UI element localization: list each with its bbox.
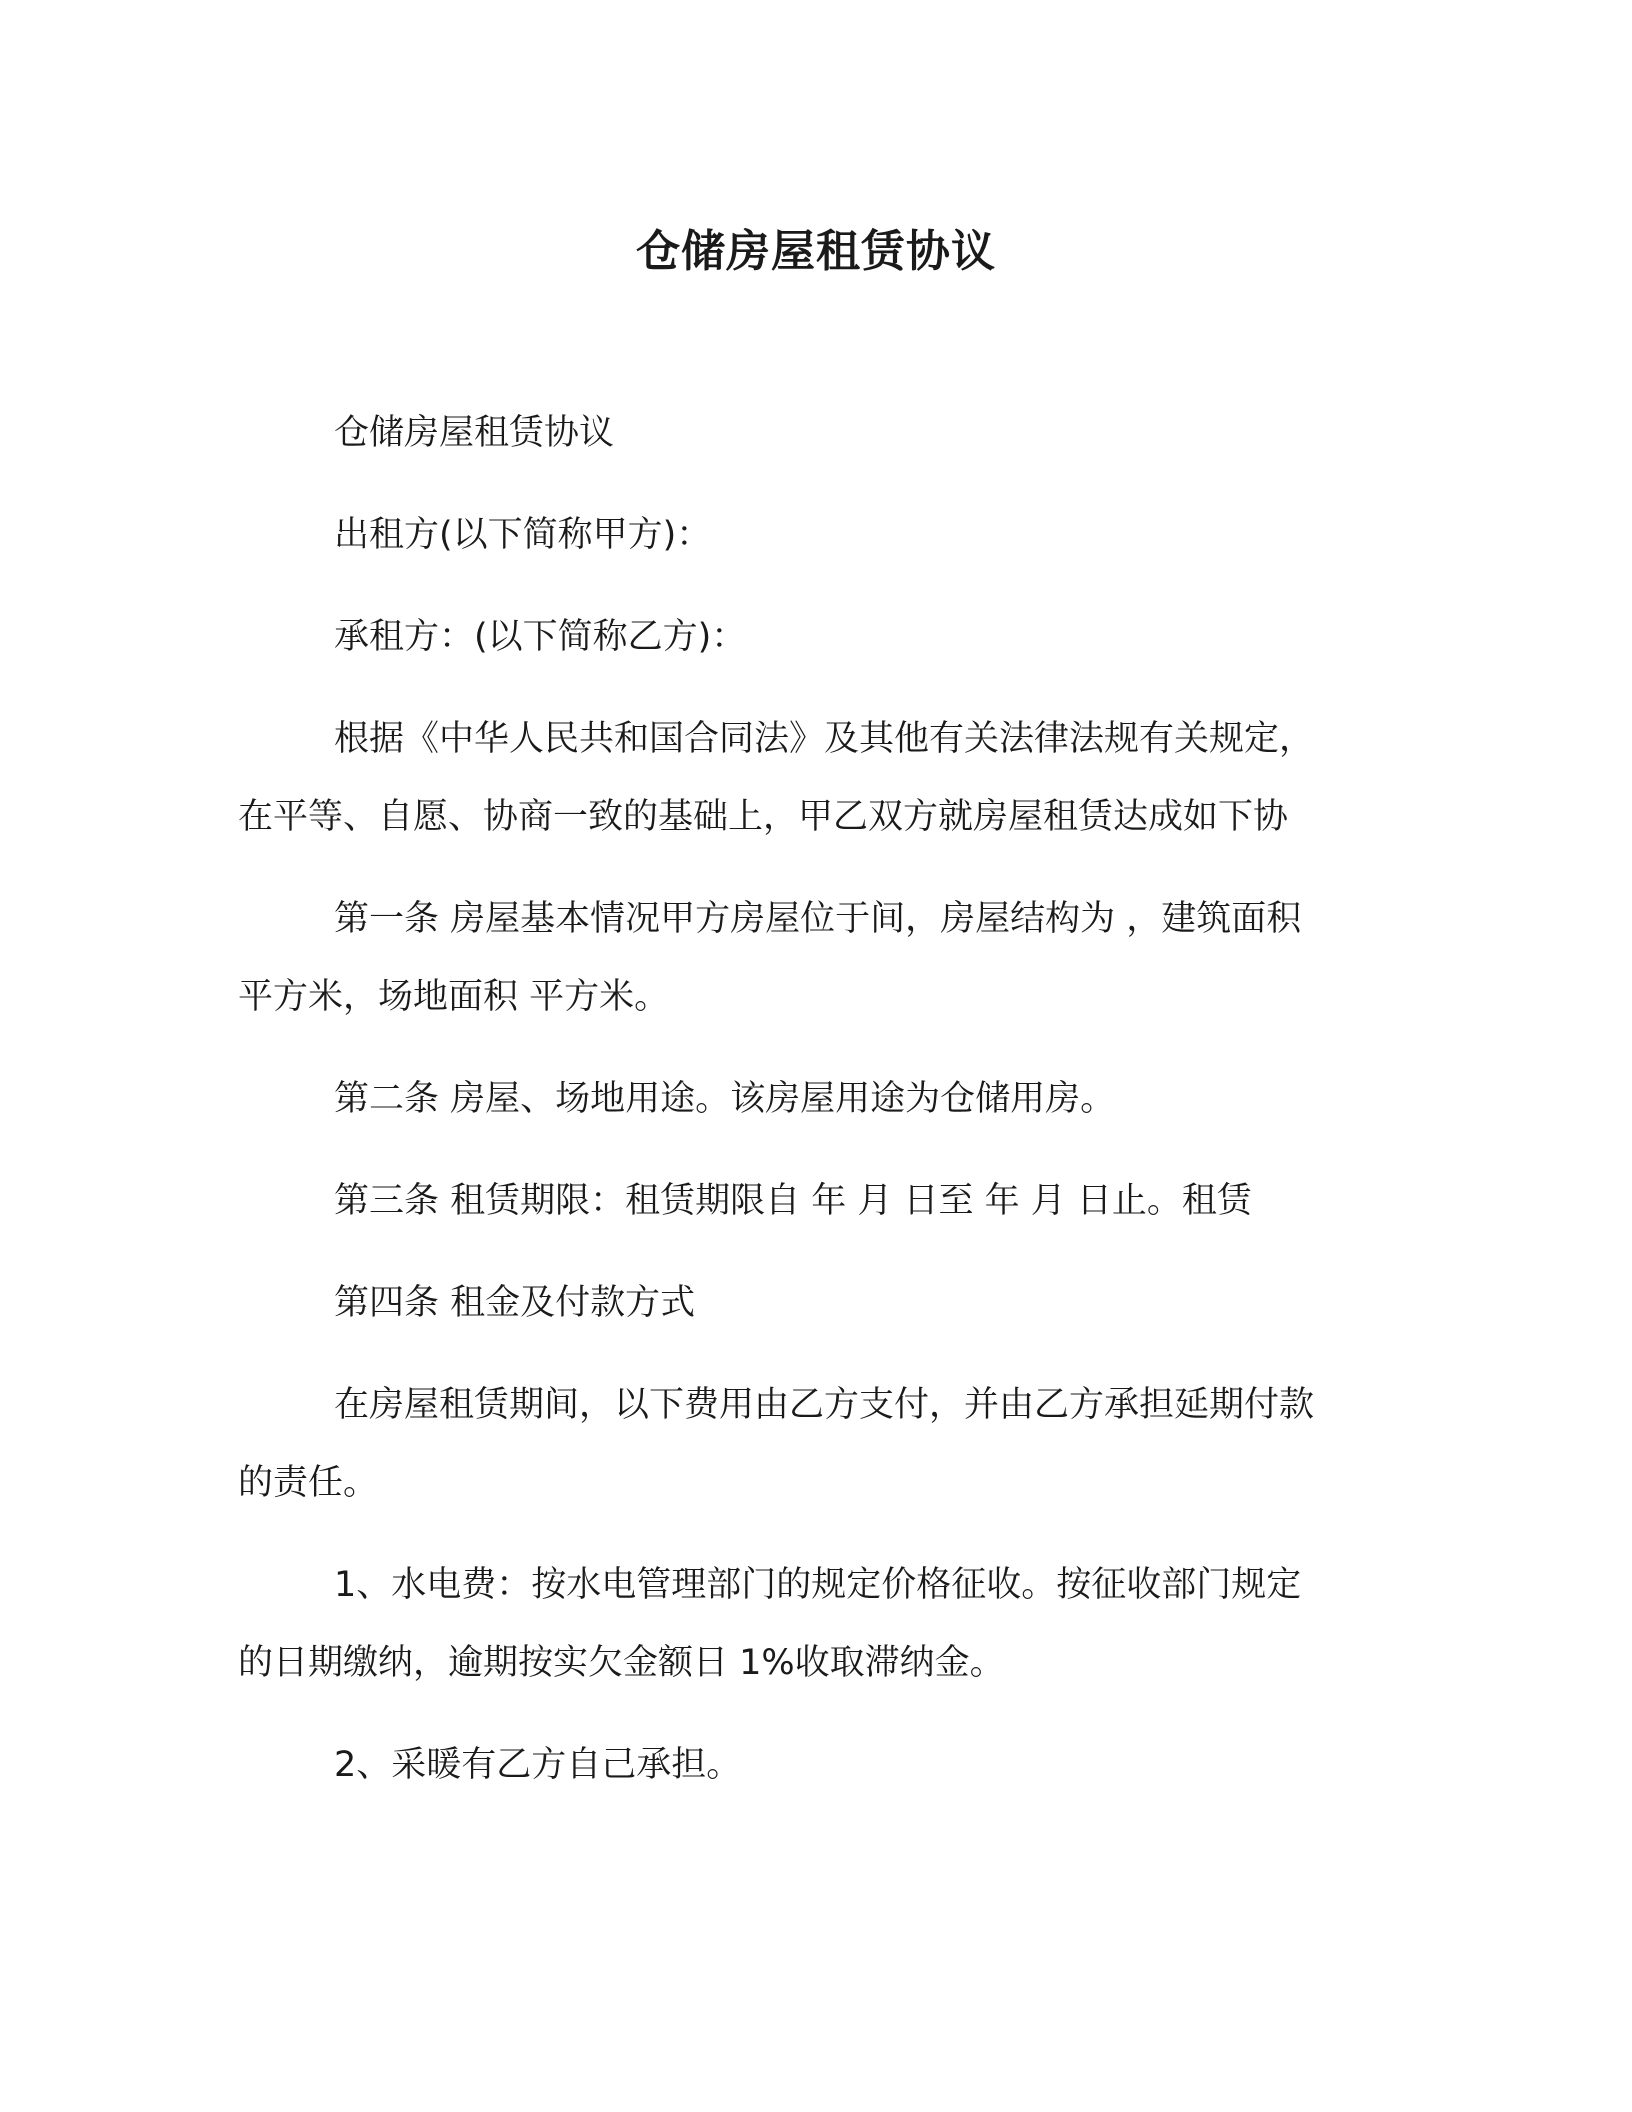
paragraph-line: 根据《中华人民共和国合同法》及其他有关法律法规有关规定， (334, 719, 1315, 759)
document-title: 仓储房屋租赁协议 (636, 226, 996, 277)
paragraph-line: 第一条 房屋基本情况甲方房屋位于间，房屋结构为 ，建筑面积 (334, 899, 1302, 939)
paragraph-heading-repeat (238, 394, 1373, 472)
paragraph-article-1 (238, 880, 1373, 1036)
paragraph-line: 第四条 租金及付款方式 (334, 1283, 696, 1323)
paragraph-line: 平方米，场地面积 平方米。 (238, 977, 670, 1017)
paragraph-fee-utilities (238, 1546, 1373, 1702)
paragraph-line: 在房屋租赁期间，以下费用由乙方支付，并由乙方承担延期付款 (334, 1385, 1315, 1425)
paragraph-article-2 (238, 1060, 1373, 1138)
paragraph-line: 出租方(以下简称甲方)： (334, 515, 712, 555)
paragraph-lessee (238, 598, 1373, 676)
paragraph-line: 的责任。 (238, 1463, 379, 1503)
paragraph-article-4 (238, 1264, 1373, 1342)
document-body (238, 394, 1373, 1828)
paragraph-line: 2、采暖有乙方自己承担。 (334, 1745, 742, 1785)
paragraph-article-3 (238, 1162, 1373, 1240)
paragraph-line: 仓储房屋租赁协议 (334, 413, 615, 453)
paragraph-line: 第三条 租赁期限：租赁期限自 年 月 日至 年 月 日止。租赁 (334, 1181, 1252, 1221)
paragraph-line: 承租方：(以下简称乙方)： (334, 617, 747, 657)
paragraph-fees-intro (238, 1366, 1373, 1522)
paragraph-line: 1、水电费：按水电管理部门的规定价格征收。按征收部门规定 (334, 1565, 1302, 1605)
paragraph-line: 第二条 房屋、场地用途。该房屋用途为仓储用房。 (334, 1079, 1116, 1119)
paragraph-fee-heating (238, 1726, 1373, 1804)
paragraph-lessor (238, 496, 1373, 574)
paragraph-line: 在平等、自愿、协商一致的基础上，甲乙双方就房屋租赁达成如下协 (238, 797, 1289, 837)
paragraph-line: 的日期缴纳，逾期按实欠金额日 1%收取滞纳金。 (238, 1643, 1005, 1683)
paragraph-legal-basis (238, 700, 1373, 856)
